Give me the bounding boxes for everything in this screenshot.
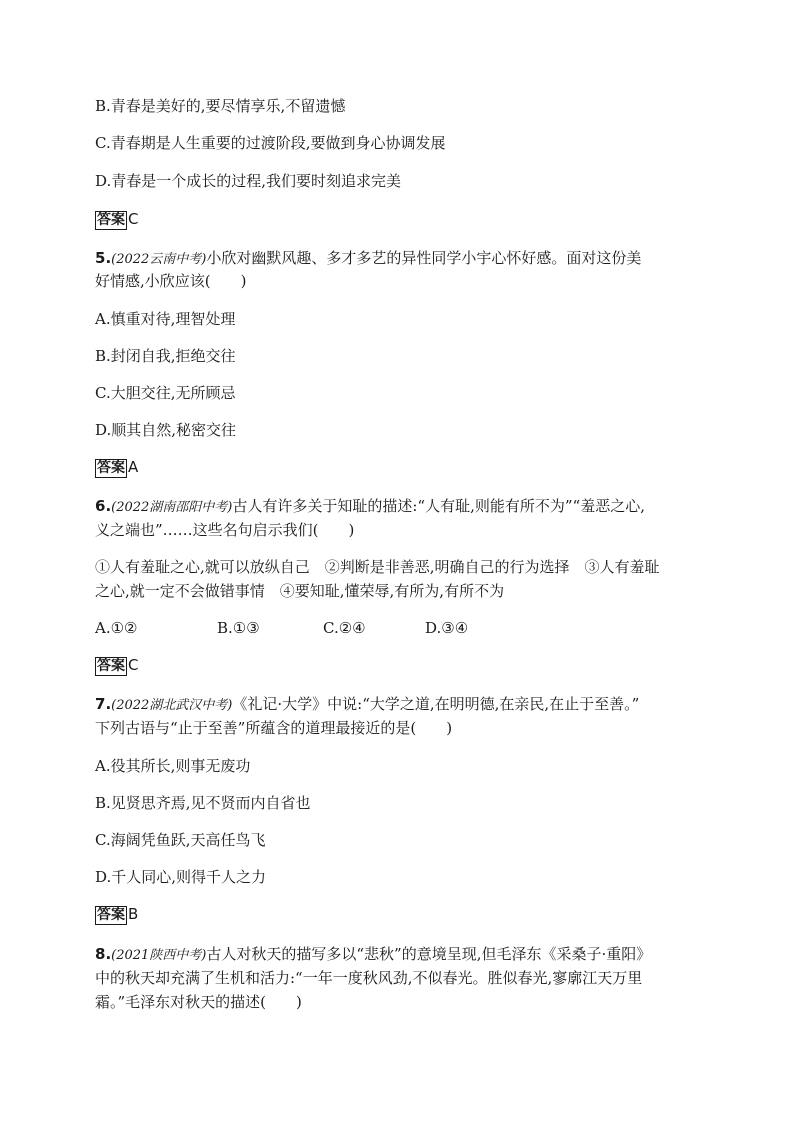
answer-value: C xyxy=(128,656,139,674)
q6-statements-line1: ①人有羞耻之心,就可以放纵自己 ②判断是非善恶,明确自己的行为选择 ③人有羞耻 xyxy=(95,558,660,576)
q5-option-c: C.大胆交往,无所顾忌 xyxy=(95,384,236,402)
q8-stem-line3: 霜。”毛泽东对秋天的描述( ) xyxy=(95,993,302,1011)
q5-option-d: D.顺其自然,秘密交往 xyxy=(95,421,237,439)
q4-answer xyxy=(95,209,138,230)
answer-value: A xyxy=(128,458,139,476)
q4-option-c: C.青春期是人生重要的过渡阶段,要做到身心协调发展 xyxy=(95,134,446,152)
q6-option-b: B.①③ xyxy=(217,619,260,637)
question-source: (2022湖北武汉中考) xyxy=(111,698,233,713)
q6-answer xyxy=(95,655,138,676)
q8-stem-line1: 8.(2021陕西中考)古人对秋天的描写多以“悲秋”的意境呈现,但毛泽东《采桑子·重阳》 xyxy=(95,945,652,963)
answer-value: B xyxy=(128,905,139,923)
q7-option-d: D.千人同心,则得千人之力 xyxy=(95,868,267,886)
q7-answer xyxy=(95,904,138,925)
q5-option-b: B.封闭自我,拒绝交往 xyxy=(95,347,236,365)
q6-options-row xyxy=(95,618,468,638)
q8-stem-line2: 中的秋天却充满了生机和活力:“一年一度秋风劲,不似春光。胜似春光,寥廓江天万里 xyxy=(95,969,643,987)
question-source: (2022云南中考) xyxy=(111,252,207,267)
question-source: (2021陕西中考) xyxy=(111,948,207,963)
q7-stem-line2: 下列古语与“止于至善”所蕴含的道理最接近的是( ) xyxy=(95,719,453,737)
question-number: 8 xyxy=(95,945,106,963)
q6-option-d: D.③④ xyxy=(425,619,469,637)
answer-label: 答案 xyxy=(97,907,125,923)
q6-option-a: A.①② xyxy=(95,619,138,637)
q4-option-b: B.青春是美好的,要尽情享乐,不留遗憾 xyxy=(95,97,346,115)
question-number: 7 xyxy=(95,695,106,713)
question-stem: 古人有许多关于知耻的描述:“人有耻,则能有所不为”“羞恶之心, xyxy=(232,497,645,515)
answer-value: C xyxy=(128,210,139,228)
answer-label: 答案 xyxy=(97,460,125,476)
q5-stem-line2: 好情感,小欣应该( ) xyxy=(95,272,247,290)
q5-answer xyxy=(95,457,138,478)
question-stem: 古人对秋天的描写多以“悲秋”的意境呈现,但毛泽东《采桑子·重阳》 xyxy=(206,945,652,963)
q6-stem-line2: 义之端也”……这些名句启示我们( ) xyxy=(95,521,355,539)
q7-option-c: C.海阔凭鱼跃,天高任鸟飞 xyxy=(95,831,266,849)
q7-stem-line1: 7.(2022湖北武汉中考)《礼记·大学》中说:“大学之道,在明明德,在亲民,在止于至善。” xyxy=(95,695,640,713)
q7-option-a: A.役其所长,则事无废功 xyxy=(95,757,251,775)
q4-option-d: D.青春是一个成长的过程,我们要时刻追求完美 xyxy=(95,172,402,190)
q6-statements-line2: 之心,就一定不会做错事情 ④要知耻,懂荣辱,有所为,有所不为 xyxy=(95,582,505,600)
q7-option-b: B.见贤思齐焉,见不贤而内自省也 xyxy=(95,794,311,812)
q5-option-a: A.慎重对待,理智处理 xyxy=(95,310,236,328)
answer-label: 答案 xyxy=(97,212,125,228)
question-stem: 《礼记·大学》中说:“大学之道,在明明德,在亲民,在止于至善。” xyxy=(232,695,640,713)
answer-label: 答案 xyxy=(97,658,125,674)
q6-stem-line1: 6.(2022湖南邵阳中考)古人有许多关于知耻的描述:“人有耻,则能有所不为”“羞恶之心, xyxy=(95,497,645,515)
question-source: (2022湖南邵阳中考) xyxy=(111,500,233,515)
q6-option-c: C.②④ xyxy=(323,619,366,637)
question-number: 5 xyxy=(95,249,106,267)
question-stem: 小欣对幽默风趣、多才多艺的异性同学小宇心怀好感。面对这份美 xyxy=(206,249,642,267)
q5-stem-line1: 5.(2022云南中考)小欣对幽默风趣、多才多艺的异性同学小宇心怀好感。面对这份美 xyxy=(95,249,642,267)
question-number: 6 xyxy=(95,497,106,515)
